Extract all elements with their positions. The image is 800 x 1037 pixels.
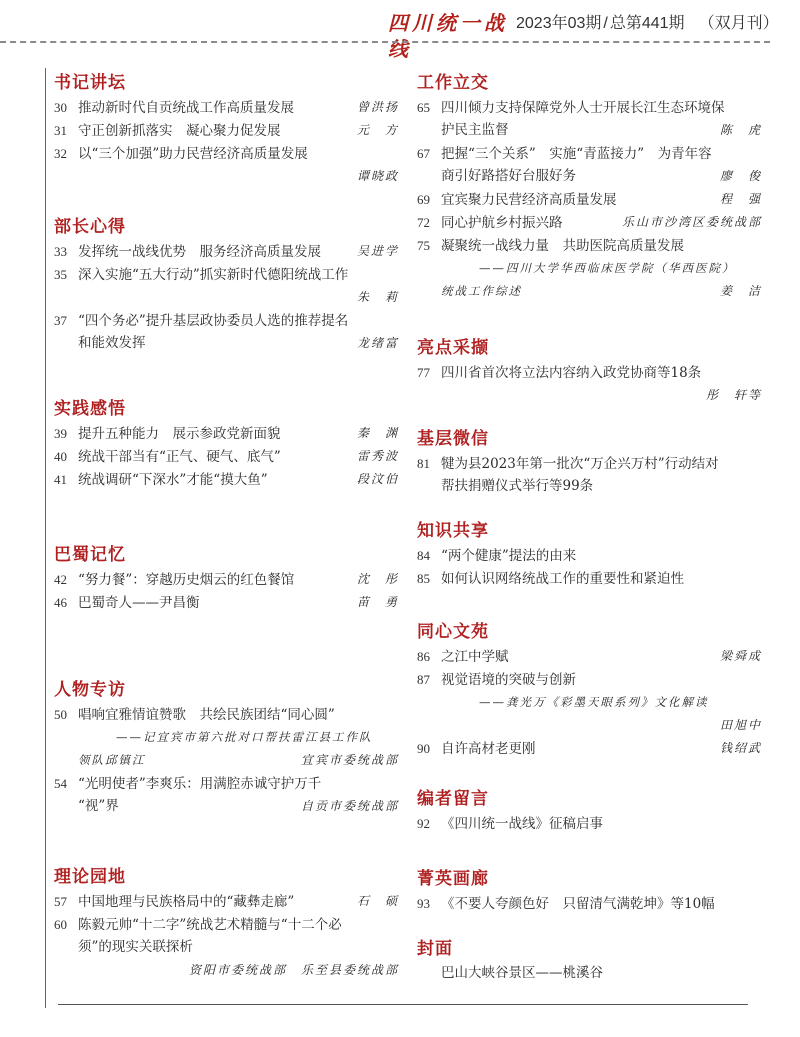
entry-line	[417, 737, 762, 760]
article-author: 段汶伯	[356, 472, 399, 486]
toc-section	[54, 677, 399, 818]
entry-line	[417, 452, 762, 475]
article-title[interactable]: “四个务必”提升基层政协委员人选的推荐提名	[78, 313, 349, 329]
entry-continuation	[417, 165, 762, 188]
toc-entry[interactable]	[54, 445, 399, 468]
toc-section	[417, 426, 762, 498]
page-number: 35	[54, 267, 67, 282]
entry-line	[54, 913, 399, 936]
page-number: 85	[417, 571, 430, 586]
toc-entry[interactable]	[417, 96, 762, 142]
toc-section	[54, 70, 399, 188]
toc-section	[417, 70, 762, 303]
entry-line	[54, 890, 399, 913]
footer-rule	[58, 1004, 748, 1005]
toc-entry[interactable]	[417, 567, 762, 590]
section-title: 封面	[417, 939, 453, 959]
section-title: 实践感悟	[54, 399, 126, 419]
article-title[interactable]: 陈毅元帅“十二字”统战艺术精髓与“十二个必	[78, 917, 342, 933]
article-subtitle: ——记宜宾市第六批对口帮扶雷江县工作队	[116, 730, 373, 744]
article-subtitle-text: 领队邱镇江	[78, 753, 146, 767]
toc-section	[417, 619, 762, 760]
article-author: 吴进学	[356, 244, 399, 258]
article-author: 元 方	[356, 123, 399, 137]
issue-total: 总第441期	[609, 15, 685, 32]
article-title[interactable]: 视觉语境的突破与创新	[441, 672, 576, 688]
entry-line	[417, 812, 762, 835]
entry-line	[54, 263, 399, 286]
page-number: 50	[54, 707, 67, 722]
page-number: 86	[417, 649, 430, 664]
page-number: 81	[417, 456, 430, 471]
magazine-logo: 四川统一战线	[388, 11, 508, 61]
entry-line	[417, 645, 762, 668]
article-author: 曾洪扬	[356, 100, 399, 114]
page-number: 87	[417, 672, 430, 687]
article-title[interactable]: 四川倾力支持保障党外人士开展长江生态环境保	[441, 100, 725, 116]
article-title-cont[interactable]: 帮扶捐赠仪式举行等99条	[441, 478, 594, 494]
article-author: 钱绍武	[719, 741, 762, 755]
article-title-cont[interactable]: 和能效发挥	[78, 335, 146, 351]
left-margin-rule	[45, 68, 46, 1008]
article-title[interactable]: 如何认识网络统战工作的重要性和紧迫性	[441, 571, 684, 587]
entry-line	[54, 468, 399, 491]
toc-section	[417, 518, 762, 590]
section-title: 工作立交	[417, 73, 489, 93]
toc-entry[interactable]	[54, 591, 399, 614]
toc-section	[417, 335, 762, 407]
toc-entry[interactable]	[417, 211, 762, 234]
entry-line	[54, 445, 399, 468]
article-subtitle: ——龚光万《彩墨天眼系列》文化解读	[479, 695, 709, 709]
entry-line	[54, 309, 399, 332]
toc-section	[54, 864, 399, 982]
entry-line	[54, 703, 399, 726]
article-title-cont[interactable]: 护民主监督	[441, 122, 509, 138]
toc-entry[interactable]	[54, 96, 399, 119]
toc-entry[interactable]	[54, 422, 399, 445]
article-author: 朱 莉	[356, 290, 399, 304]
toc-entry[interactable]	[417, 737, 762, 760]
entry-line	[54, 772, 399, 795]
article-author: 梁舜成	[719, 649, 762, 663]
toc-entry[interactable]	[417, 361, 762, 407]
article-title[interactable]: 巴蜀奇人——尹昌衡	[78, 595, 200, 611]
article-title[interactable]: 同心护航乡村振兴路	[441, 215, 563, 231]
toc-entry[interactable]	[417, 142, 762, 188]
article-author: 乐山市沙湾区委统战部	[621, 215, 762, 229]
toc-entry[interactable]	[54, 913, 399, 982]
article-author: 廖 俊	[719, 169, 762, 183]
entry-continuation	[417, 475, 762, 498]
entry-line	[54, 568, 399, 591]
article-title[interactable]: 唱响宜雅情谊赞歌 共绘民族团结“同心圆”	[78, 707, 335, 723]
section-title: 巴蜀记忆	[54, 545, 126, 565]
entry-line	[417, 892, 762, 915]
page-number: 84	[417, 548, 430, 563]
article-author: 苗 勇	[356, 595, 399, 609]
article-title[interactable]: 发挥统一战线优势 服务经济高质量发展	[78, 244, 321, 260]
page-number: 90	[417, 741, 430, 756]
entry-line	[54, 422, 399, 445]
toc-entry[interactable]	[417, 188, 762, 211]
article-author: 田旭中	[719, 718, 762, 732]
article-title[interactable]: 守正创新抓落实 凝心聚力促发展	[78, 123, 281, 139]
article-author: 姜 洁	[719, 284, 762, 298]
page-number: 75	[417, 238, 430, 253]
article-author: 秦 渊	[356, 426, 399, 440]
article-title[interactable]: 统战调研“下深水”才能“摸大鱼”	[78, 472, 268, 488]
entry-line	[417, 234, 762, 257]
toc-entry[interactable]	[54, 263, 399, 309]
toc-entry[interactable]	[54, 309, 399, 355]
section-title: 同心文苑	[417, 622, 489, 642]
section-title: 基层微信	[417, 429, 489, 449]
toc-entry[interactable]	[54, 468, 399, 491]
page-number: 93	[417, 896, 430, 911]
page-number: 46	[54, 595, 67, 610]
article-title[interactable]: 宜宾聚力民营经济高质量发展	[441, 192, 617, 208]
article-title[interactable]: 中国地理与民族格局中的“藏彝走廊”	[78, 894, 295, 910]
article-title[interactable]: “光明使者”李爽乐：用满腔赤诚守护万千	[78, 776, 322, 792]
page-number: 40	[54, 449, 67, 464]
entry-line	[54, 591, 399, 614]
entry-line	[417, 962, 762, 985]
toc-entry[interactable]	[54, 703, 399, 772]
toc-entry[interactable]	[417, 544, 762, 567]
entry-line	[417, 188, 762, 211]
page-number: 92	[417, 816, 430, 831]
entry-line	[54, 142, 399, 165]
page-number: 30	[54, 100, 67, 115]
article-title[interactable]: 《四川统一战线》征稿启事	[441, 816, 603, 832]
article-title-cont[interactable]: “视”界	[78, 798, 119, 814]
entry-line	[417, 361, 762, 384]
article-author: 自贡市委统战部	[300, 799, 399, 813]
page-number: 31	[54, 123, 67, 138]
toc-section	[417, 866, 762, 915]
article-subtitle-cont	[417, 280, 762, 303]
toc-entry[interactable]	[417, 645, 762, 668]
issue-frequency: （双月刊）	[698, 15, 779, 32]
header-dashed-rule	[0, 41, 770, 43]
toc-entry[interactable]	[417, 812, 762, 835]
article-title[interactable]: 四川省首次将立法内容纳入政党协商等18条	[441, 365, 702, 381]
article-title[interactable]: 犍为县2023年第一批次“万企兴万村”行动结对	[441, 456, 719, 472]
page-number: 60	[54, 917, 67, 932]
article-author: 宜宾市委统战部	[300, 753, 399, 767]
toc-section	[54, 542, 399, 614]
page-number: 69	[417, 192, 430, 207]
page-number: 57	[54, 894, 67, 909]
section-title: 菁英画廊	[417, 869, 489, 889]
page-number: 39	[54, 426, 67, 441]
toc-entry[interactable]	[54, 568, 399, 591]
article-title[interactable]: “努力餐”：穿越历史烟云的红色餐馆	[78, 572, 295, 588]
toc-section	[54, 396, 399, 491]
entry-line	[417, 668, 762, 691]
article-author: 沈 彤	[356, 572, 399, 586]
issue-info	[516, 12, 779, 36]
toc-entry[interactable]	[54, 119, 399, 142]
section-title: 编者留言	[417, 789, 489, 809]
section-title: 亮点采撷	[417, 338, 489, 358]
toc-entry[interactable]	[54, 772, 399, 818]
section-title: 书记讲坛	[54, 73, 126, 93]
section-title: 部长心得	[54, 217, 126, 237]
article-subtitle: ——四川大学华西临床医学院（华西医院）	[479, 261, 736, 275]
entry-continuation	[417, 119, 762, 142]
article-title[interactable]: 凝聚统一战线力量 共助医院高质量发展	[441, 238, 684, 254]
page-number: 72	[417, 215, 430, 230]
page-number: 42	[54, 572, 67, 587]
article-author: 资阳市委统战部 乐至县委统战部	[188, 963, 399, 977]
article-author: 谭晓政	[356, 169, 399, 183]
article-author: 彤 轩等	[705, 388, 762, 402]
article-title[interactable]: 深入实施“五大行动”抓实新时代德阳统战工作	[78, 267, 349, 283]
article-author: 陈 虎	[719, 123, 762, 137]
article-title[interactable]: 推动新时代自贡统战工作高质量发展	[78, 100, 294, 116]
article-title[interactable]: 自许高材老更刚	[441, 741, 536, 757]
issue-separator: /	[603, 15, 608, 32]
article-subtitle-cont	[54, 749, 399, 772]
toc-entry[interactable]	[54, 240, 399, 263]
section-title: 知识共享	[417, 521, 489, 541]
entry-line	[417, 142, 762, 165]
article-title[interactable]: 提升五种能力 展示参政党新面貌	[78, 426, 281, 442]
article-author: 雷秀波	[356, 449, 399, 463]
toc-entry[interactable]	[54, 142, 399, 188]
page-number: 41	[54, 472, 67, 487]
article-author: 程 强	[719, 192, 762, 206]
page-number: 67	[417, 146, 430, 161]
section-title: 理论园地	[54, 867, 126, 887]
article-author: 龙绪富	[356, 336, 399, 350]
entry-line	[54, 96, 399, 119]
article-title[interactable]: 《不要人夸颜色好 只留清气满乾坤》等10幅	[441, 896, 715, 912]
article-author: 石 硕	[356, 894, 399, 908]
article-subtitle-text: 统战工作综述	[441, 284, 522, 298]
page-number: 33	[54, 244, 67, 259]
entry-line	[54, 119, 399, 142]
toc-entry[interactable]	[417, 234, 762, 303]
entry-line	[417, 544, 762, 567]
entry-continuation	[54, 936, 399, 959]
article-title[interactable]: 把握“三个关系” 实施“青蓝接力” 为青年容	[441, 146, 712, 162]
entry-line	[417, 211, 762, 234]
article-title[interactable]: 统战干部当有“正气、硬气、底气”	[78, 449, 281, 465]
article-title[interactable]: 巴山大峡谷景区——桃溪谷	[441, 965, 603, 981]
entry-line	[417, 96, 762, 119]
article-title[interactable]: “两个健康”提法的由来	[441, 548, 577, 564]
entry-continuation	[54, 332, 399, 355]
article-title[interactable]: 之江中学赋	[441, 649, 509, 665]
article-title-cont[interactable]: 商引好路搭好台服好务	[441, 168, 576, 184]
page-number: 54	[54, 776, 67, 791]
page-number: 65	[417, 100, 430, 115]
toc-section	[417, 936, 762, 985]
issue-number: 2023年03期	[516, 15, 602, 32]
entry-line	[54, 240, 399, 263]
page-number: 37	[54, 313, 67, 328]
article-title-cont[interactable]: 须”的现实关联探析	[78, 939, 193, 955]
toc-entry[interactable]	[417, 892, 762, 915]
toc-entry[interactable]	[417, 452, 762, 498]
toc-entry[interactable]	[417, 668, 762, 737]
article-title[interactable]: 以“三个加强”助力民营经济高质量发展	[78, 146, 308, 162]
page-number: 77	[417, 365, 430, 380]
toc-entry[interactable]	[54, 890, 399, 913]
section-title: 人物专访	[54, 680, 126, 700]
toc-entry[interactable]	[417, 962, 762, 985]
entry-line	[417, 567, 762, 590]
toc-section	[54, 214, 399, 355]
entry-continuation	[54, 795, 399, 818]
page-number: 32	[54, 146, 67, 161]
toc-section	[417, 786, 762, 835]
